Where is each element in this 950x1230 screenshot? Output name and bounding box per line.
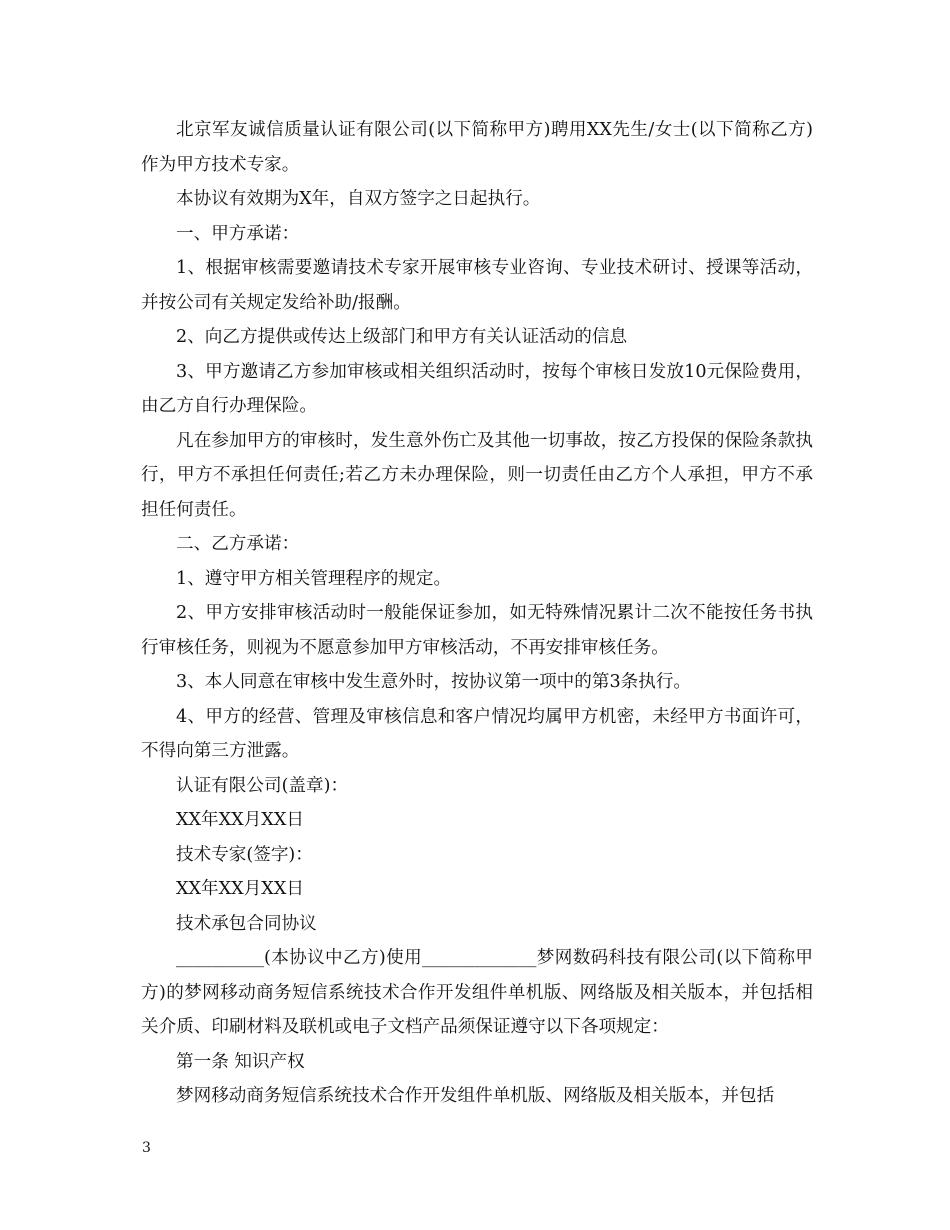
heading-article-1: 第一条 知识产权 bbox=[176, 1051, 305, 1072]
paragraph-intro: 北京军友诚信质量认证有限公司(以下简称甲方)聘用XX先生/女士(以下简称乙方)作为甲方技术专家。 bbox=[141, 120, 813, 175]
document-body bbox=[141, 113, 813, 1114]
paragraph-b-item-3: 3、本人同意在审核中发生意外时，按协议第一项中的第3条执行。 bbox=[176, 672, 692, 692]
paragraph-b-item-4: 4、甲方的经营、管理及审核信息和客户情况均属甲方机密，未经甲方书面许可，不得向第三方泄露。 bbox=[141, 706, 813, 761]
signature-company-label: 认证有限公司(盖章)： bbox=[176, 775, 349, 796]
page-number: 3 bbox=[142, 1140, 151, 1156]
signature-company-date: XX年XX月XX日 bbox=[176, 810, 304, 830]
paragraph-liability: 凡在参加甲方的审核时，发生意外伤亡及其他一切事故，按乙方投保的保险条款执行，甲方不承担任何责任;若乙方未办理保险，则一切责任由乙方个人承担，甲方不承担任何责任。 bbox=[141, 430, 813, 520]
paragraph-b-item-1: 1、遵守甲方相关管理程序的规定。 bbox=[176, 568, 452, 589]
paragraph-a-item-2: 2、向乙方提供或传达上级部门和甲方有关认证活动的信息 bbox=[176, 327, 628, 347]
paragraph-a-item-1: 1、根据审核需要邀请技术专家开展审核专业咨询、专业技术研讨、授课等活动，并按公司有关规定发给补助/报酬。 bbox=[141, 258, 813, 313]
paragraph-article-1-body: 梦网移动商务短信系统技术合作开发组件单机版、网络版及相关版本，并包括 bbox=[176, 1086, 775, 1106]
heading-party-b-commitments: 二、乙方承诺： bbox=[176, 534, 300, 554]
signature-expert-date: XX年XX月XX日 bbox=[176, 879, 304, 899]
signature-expert-label: 技术专家(签字)： bbox=[176, 844, 313, 865]
paragraph-b-item-2: 2、甲方安排审核活动时一般能保证参加，如无特殊情况累计二次不能按任务书执行审核任务，则视为不愿意参加甲方审核活动，不再安排审核任务。 bbox=[141, 603, 813, 658]
paragraph-contract-intro: __________(本协议中乙方)使用_____________梦网数码科技有限公司(以下简称甲方)的梦网移动商务短信系统技术合作开发组件单机版、网络版及相关版本，并包括相关介质、印刷材料及联机或电子文档产品须保证遵守以下各项规定： bbox=[141, 948, 813, 1037]
contract-title: 技术承包合同协议 bbox=[176, 913, 317, 934]
heading-party-a-commitments: 一、甲方承诺： bbox=[176, 223, 300, 244]
paragraph-a-item-3: 3、甲方邀请乙方参加审核或相关组织活动时，按每个审核日发放10元保险费用，由乙方自行办理保险。 bbox=[141, 361, 813, 416]
paragraph-term: 本协议有效期为X年，自双方签字之日起执行。 bbox=[176, 189, 541, 209]
